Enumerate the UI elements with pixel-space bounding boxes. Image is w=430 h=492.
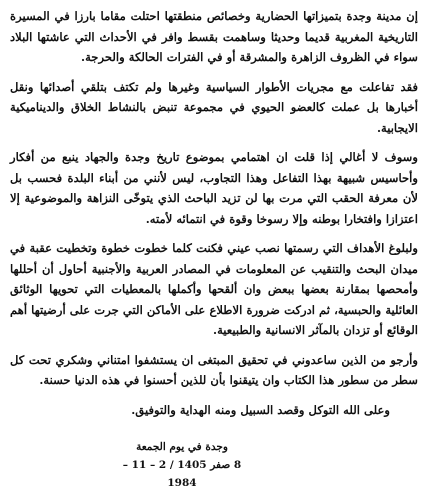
paragraph-2: فقد تفاعلت مع مجريات الأطوار السياسية وغيرها ولم تكتف بتلقي أصدائها ونقل أخبارها بل عملت كالعضو الحيوي في مجموعة تنبض بالنشاط الخلاق والديناميكية الايجابية.	[10, 79, 418, 135]
signature-block	[112, 438, 252, 492]
closing-line: وعلى الله التوكل وقصد السبيل ومنه الهداية والتوفيق.	[131, 402, 390, 417]
paragraph-1: إن مدينة وجدة بتميزاتها الحضارية وخصائص منطقتها احتلت مقاما بارزا في المسيرة التاريخية المغربية قديما وحديثا وساهمت بقسط وافر في الأحداث التي عاشتها البلاد سواء في الظروف الزاهرة والمشرقة أو في الفترات الحالكة والحرجة.	[10, 9, 418, 64]
signature-place: وجدة في يوم الجمعة	[136, 441, 228, 453]
paragraph-4: ولبلوغ الأهداف التي رسمتها نصب عيني فكنت كلما خطوت خطوة وتخطيت عقبة في ميدان البحث والتنقيب عن المعلومات في المصادر العربية والأجنبية أحاول أن أحللها وأمحصها بمقارنة بعضها ببعض وان ألقحها وأكملها بالمعطيات التي تحويها الوثائق العائلية والحبسية، ثم ادركت ضرورة الاطلاع على الأماكن التي جرت على أرضيتها أهم الوقائع أو تزدان بالمآثر الانسانية والطبيعية.	[10, 241, 418, 337]
signature-date: 8 صفر 1405 / 2 – 11 – 1984	[122, 459, 242, 489]
paragraph-5: وأرجو من الذين ساعدوني في تحقيق المبتغى ان يستشفوا امتناني وشكري تحت كل سطر من سطور هذا الكتاب وان يتيقنوا بأن للذين أحسنوا في هذه الدنيا حسنة.	[10, 352, 418, 387]
paragraph-3: وسوف لا أغالي إذا قلت ان اهتمامي بموضوع تاريخ وجدة والجهاد ينبع من أفكار وأحاسيس شبيهة بهذا التفاعل وهذا التجاوب، ليس لأنني من أبناء البلدة فحسب بل لأن معرفة الحقب التي مرت بها لن تزيد الباحث الذي يتوخّى النزاهة والموضوعية إلا اعتزازا وافتخارا بوطنه وإلا رسوخا وقوة في انتمائه لأمته.	[10, 150, 418, 226]
